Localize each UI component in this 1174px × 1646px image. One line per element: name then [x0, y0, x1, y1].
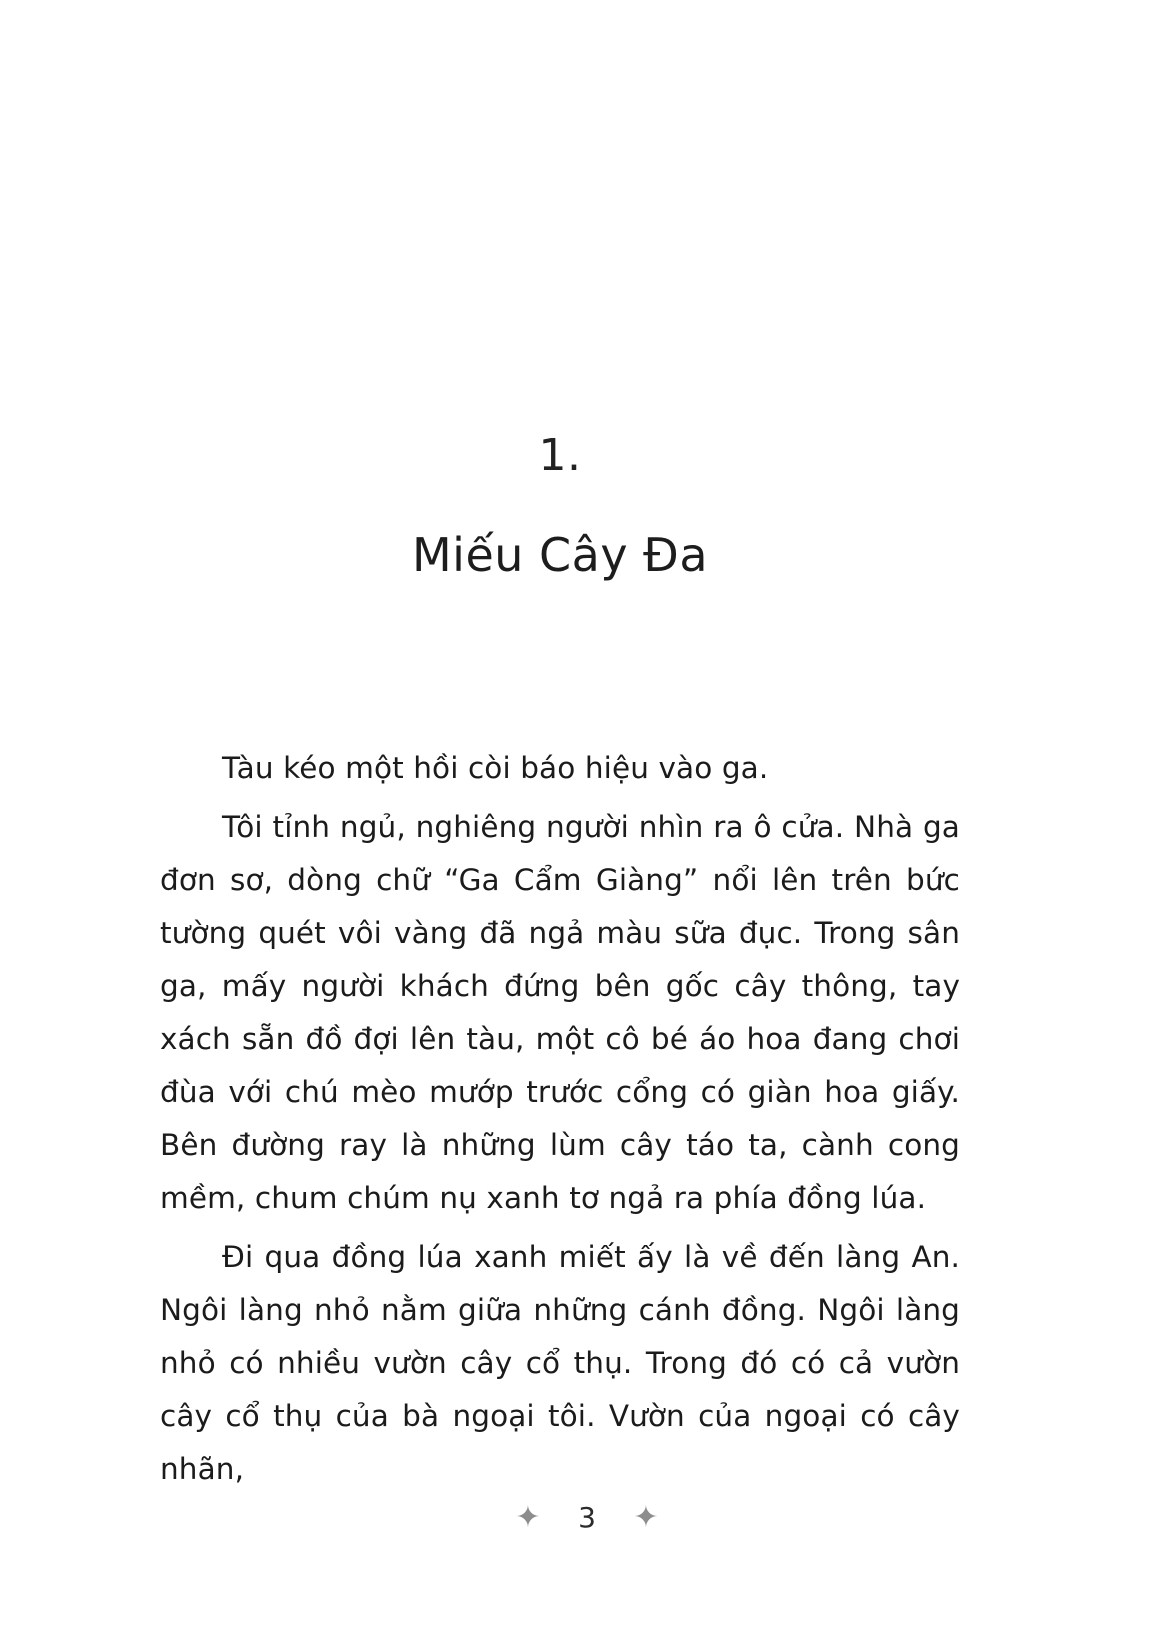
star-ornament-left-icon: ✦ [515, 1499, 541, 1535]
star-ornament-right-icon: ✦ [633, 1499, 659, 1535]
paragraph: Đi qua đồng lúa xanh miết ấy là về đến làng An. Ngôi làng nhỏ nằm giữa những cánh đồng. Ngôi làng nhỏ có nhiều vườn cây cổ thụ. Trong đó có cả vườn cây cổ thụ của bà ngoại tôi. Vườn của ngoại có cây nhãn, [160, 1240, 960, 1486]
chapter-title: Miếu Cây Đa [411, 528, 709, 582]
body-text [160, 742, 960, 1496]
page-content [160, 0, 960, 1646]
paragraph: Tàu kéo một hồi còi báo hiệu vào ga. [222, 751, 769, 785]
chapter-number: 1. [538, 430, 582, 481]
page-footer [0, 1501, 1174, 1534]
page-number: 3 [578, 1501, 596, 1534]
paragraph: Tôi tỉnh ngủ, nghiêng người nhìn ra ô cửa. Nhà ga đơn sơ, dòng chữ “Ga Cẩm Giàng” nổi lên trên bức tường quét vôi vàng đã ngả màu sữa đục. Trong sân ga, mấy người khách đứng bên gốc cây thông, tay xách sẵn đồ đợi lên tàu, một cô bé áo hoa đang chơi đùa với chú mèo mướp trước cổng có giàn hoa giấy. Bên đường ray là những lùm cây táo ta, cành cong mềm, chum chúm nụ xanh tơ ngả ra phía đồng lúa. [160, 810, 960, 1215]
